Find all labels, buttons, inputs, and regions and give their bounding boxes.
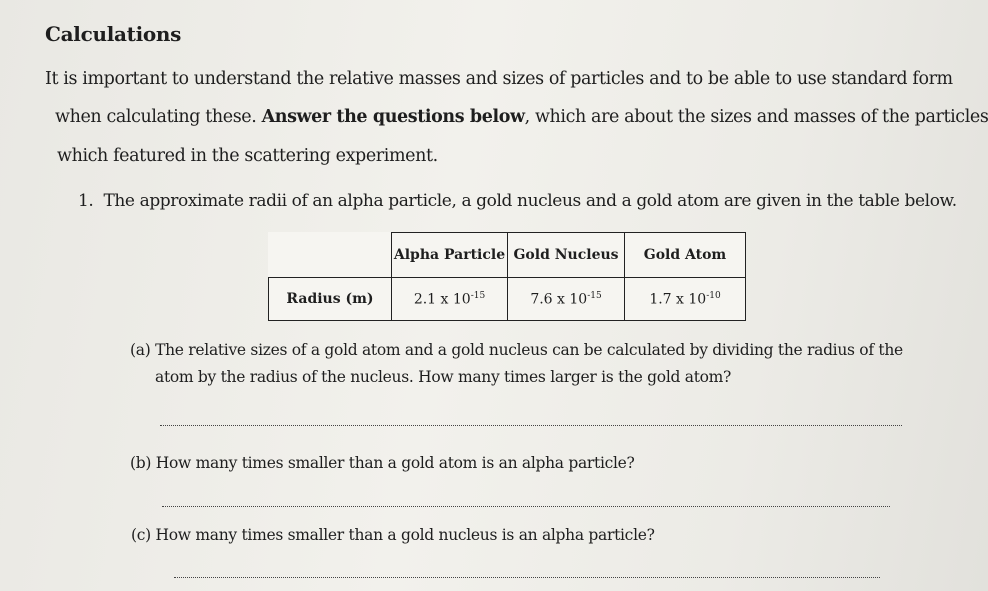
intro-line-2 <box>55 107 988 127</box>
question-1-text: The approximate radii of an alpha particle, a gold nucleus and a gold atom are given in the table below. <box>103 191 957 211</box>
table-header-gold-atom: Gold Atom <box>625 233 746 278</box>
intro-line-2-plain: when calculating these. <box>55 107 262 127</box>
answer-line-c[interactable] <box>174 577 880 578</box>
part-b-text: How many times smaller than a gold atom is an alpha particle? <box>155 454 635 472</box>
part-b <box>130 454 635 472</box>
table-header-alpha: Alpha Particle <box>392 233 508 278</box>
question-1-number: 1. <box>78 191 94 211</box>
part-c-text: How many times smaller than a gold nucleus is an alpha particle? <box>155 526 655 544</box>
page-title: Calculations <box>45 22 182 46</box>
part-a-text-1: The relative sizes of a gold atom and a gold nucleus can be calculated by dividing the radius of the <box>155 341 903 359</box>
part-c <box>131 526 655 544</box>
part-a-line-2: atom by the radius of the nucleus. How many times larger is the gold atom? <box>155 368 732 386</box>
part-a-line-1 <box>130 341 903 359</box>
part-c-label: (c) <box>131 526 151 544</box>
table-row <box>269 278 746 321</box>
intro-line-2-rest: , which are about the sizes and masses of the particles <box>524 107 988 127</box>
question-1 <box>78 191 957 211</box>
table-header-gold-nucleus: Gold Nucleus <box>508 233 625 278</box>
part-b-label: (b) <box>130 454 152 472</box>
answer-line-b[interactable] <box>162 506 890 507</box>
answer-line-a[interactable] <box>160 425 902 426</box>
table-cell-alpha: 2.1 x $10^{-15}$ <box>392 278 508 321</box>
table-header-row <box>269 233 746 278</box>
table-cell-gold-atom: 1.7 x $10^{-10}$ <box>625 278 746 321</box>
table-row-label: Radius (m) <box>269 278 392 321</box>
intro-line-1: It is important to understand the relative masses and sizes of particles and to be able to use standard form <box>45 69 953 89</box>
table-cell-gold-nucleus: 7.6 x $10^{-15}$ <box>508 278 625 321</box>
table-corner <box>269 233 392 278</box>
part-a-label: (a) <box>130 341 151 359</box>
radii-table <box>268 232 746 321</box>
intro-instruction-bold: Answer the questions below <box>261 107 525 127</box>
intro-line-3: which featured in the scattering experiment. <box>57 146 438 166</box>
